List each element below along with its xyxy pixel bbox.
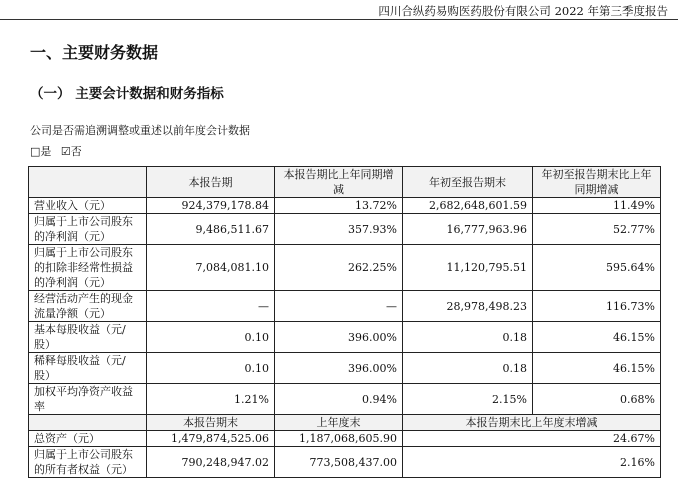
option-yes-checkbox[interactable]: □是: [30, 145, 52, 158]
header-cell: [29, 415, 147, 431]
row-label: 稀释每股收益（元/股）: [29, 353, 147, 384]
report-header: 四川合纵药易购医药股份有限公司 2022 年第三季度报告: [378, 4, 668, 18]
table-row: [29, 291, 661, 322]
cell-value: 46.15%: [533, 353, 661, 384]
table-row: [29, 245, 661, 291]
cell-value: 0.18: [403, 322, 533, 353]
header-cell: 本报告期: [147, 167, 275, 198]
cell-value: 0.18: [403, 353, 533, 384]
restate-question: 公司是否需追溯调整或重述以前年度会计数据: [30, 124, 250, 137]
cell-value: 396.00%: [275, 353, 403, 384]
subsection-title: （一） 主要会计数据和财务指标: [30, 86, 224, 102]
cell-value: 0.10: [147, 322, 275, 353]
cell-value: 773,508,437.00: [275, 447, 403, 478]
cell-value: 0.68%: [533, 384, 661, 415]
cell-value: 24.67%: [403, 431, 661, 447]
table-row: [29, 214, 661, 245]
cell-value: 924,379,178.84: [147, 198, 275, 214]
restate-options: [30, 143, 88, 159]
row-label: 加权平均净资产收益率: [29, 384, 147, 415]
header-cell: 年初至报告期末比上年同期增减: [533, 167, 661, 198]
cell-value: 2,682,648,601.59: [403, 198, 533, 214]
table-header-row: [29, 167, 661, 198]
table-row: [29, 353, 661, 384]
table-row: [29, 431, 661, 447]
section-title: 一、主要财务数据: [30, 43, 159, 62]
header-cell: 年初至报告期末: [403, 167, 533, 198]
cell-value: 0.94%: [275, 384, 403, 415]
row-label: 基本每股收益（元/股）: [29, 322, 147, 353]
header-cell: 本报告期比上年同期增减: [275, 167, 403, 198]
cell-value: 11,120,795.51: [403, 245, 533, 291]
table-subheader-row: [29, 415, 661, 431]
table-row: [29, 384, 661, 415]
cell-value: 1,479,874,525.06: [147, 431, 275, 447]
cell-value: 2.16%: [403, 447, 661, 478]
row-label: 总资产（元）: [29, 431, 147, 447]
cell-value: 7,084,081.10: [147, 245, 275, 291]
cell-value: 595.64%: [533, 245, 661, 291]
row-label: 归属于上市公司股东的扣除非经常性损益的净利润（元）: [29, 245, 147, 291]
financial-data-table: [28, 166, 661, 478]
cell-value: —: [275, 291, 403, 322]
row-label: 归属于上市公司股东的净利润（元）: [29, 214, 147, 245]
cell-value: 357.93%: [275, 214, 403, 245]
row-label: 归属于上市公司股东的所有者权益（元）: [29, 447, 147, 478]
cell-value: 116.73%: [533, 291, 661, 322]
header-cell: 上年度末: [275, 415, 403, 431]
cell-value: 11.49%: [533, 198, 661, 214]
option-no-checkbox[interactable]: ☑否: [60, 145, 82, 158]
cell-value: 13.72%: [275, 198, 403, 214]
cell-value: 28,978,498.23: [403, 291, 533, 322]
cell-value: 1.21%: [147, 384, 275, 415]
cell-value: 52.77%: [533, 214, 661, 245]
cell-value: 9,486,511.67: [147, 214, 275, 245]
table-row: [29, 322, 661, 353]
cell-value: —: [147, 291, 275, 322]
header-cell: 本报告期末: [147, 415, 275, 431]
cell-value: 1,187,068,605.90: [275, 431, 403, 447]
header-cell: 本报告期末比上年度末增减: [403, 415, 661, 431]
row-label: 经营活动产生的现金流量净额（元）: [29, 291, 147, 322]
table-row: [29, 198, 661, 214]
cell-value: 396.00%: [275, 322, 403, 353]
header-cell: [29, 167, 147, 198]
cell-value: 262.25%: [275, 245, 403, 291]
row-label: 营业收入（元）: [29, 198, 147, 214]
header-rule: [0, 19, 678, 20]
cell-value: 46.15%: [533, 322, 661, 353]
cell-value: 16,777,963.96: [403, 214, 533, 245]
cell-value: 0.10: [147, 353, 275, 384]
table-row: [29, 447, 661, 478]
cell-value: 790,248,947.02: [147, 447, 275, 478]
cell-value: 2.15%: [403, 384, 533, 415]
